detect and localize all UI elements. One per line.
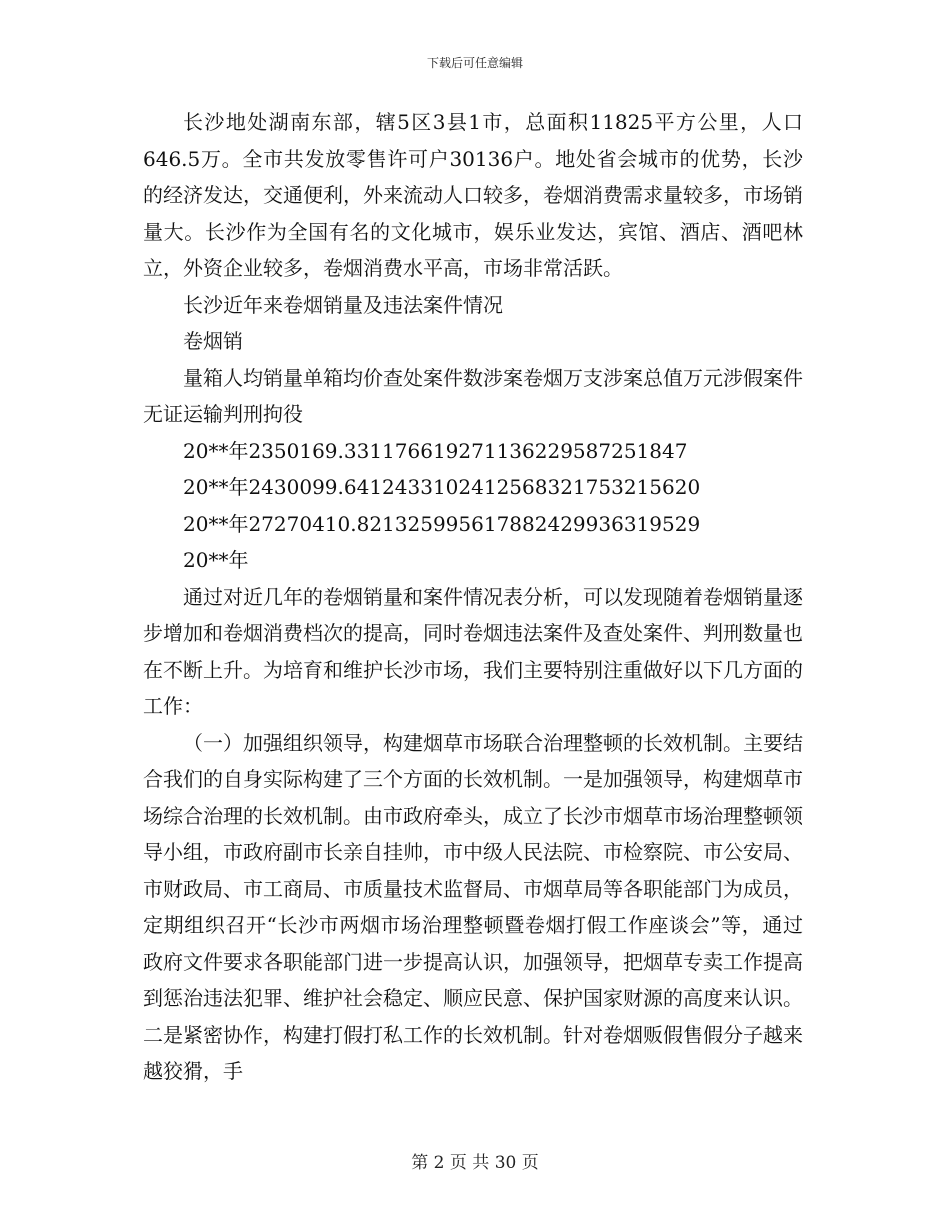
table-header-columns: 量箱人均销量单箱均价查处案件数涉案卷烟万支涉案总值万元涉假案件无证运输判刑拘役 xyxy=(143,365,803,426)
table-row-1: 20**年2350169.3311766192711362295872518​47 xyxy=(183,438,688,463)
page-header: 下载后可任意编辑 xyxy=(426,56,523,70)
table-row-2: 20**年2430099.641243310241256832175321562​0 xyxy=(183,475,701,499)
page-footer: 第 2 页 共 30 页 xyxy=(411,1153,539,1173)
table-row-3: 20**年27270410.821325995617882429936319529 xyxy=(183,511,701,536)
paragraph-analysis: 通过对近几年的卷烟销量和案件情况表分析，可以发现随着卷烟销量逐步增加和卷烟消费档次的提高，同时卷烟违法案件及查处案件、判刑数量也在不断上升。为培育和维护长沙市场，我们主要特别注重做好以下几方面的工作： xyxy=(143,584,803,718)
paragraph-section-one: （一）加强组织领导，构建烟草市场联合治理整顿的长效机制。主要结合我们的自身实际构建了三个方面的长效机制。一是加强领导，构建烟草市场综合治理的长效机制。由市政府牵头，成立了长沙市烟草市场治理整顿领导小组，市政府副市长亲自挂帅，市中级人民法院、市检察院、市公安局、市财政局、市工商局、市质量技术监督局、市烟草局等各职能部门为成员，定期组织召开“长沙市两烟市场治理整顿暨卷烟打假工作座谈会”等，通过政府文件要求各职能部门进一步提高认识，加强领导，把烟草专卖工作提高到惩治违法犯罪、维护社会稳定、顺应民意、保护国家财源的高度来认识。二是紧密协作，构建打假打私工作的长效机制。针对卷烟贩假售假分子越来越狡猾，手 xyxy=(143,730,803,1083)
table-title: 长沙近年来卷烟销量及违法案件情况 xyxy=(183,292,503,317)
table-header-fragment: 卷烟销 xyxy=(183,329,243,353)
document-body xyxy=(143,104,803,1090)
paragraph-overview: 长沙地处湖南东部，辖5区3县1市，总面积11825平方公里，人口646.5万。全市共发放零售许可户30136户。地处省会城市的优势，长沙的经济发达，交通便利，外来流动人口较多，卷烟消费需求量较多，市场销量大。长沙作为全国有名的文化城市，娱乐业发达，宾馆、酒店、酒吧林立，外资企业较多，卷烟消费水平高，市场非常活跃。 xyxy=(143,110,803,280)
table-row-4: 20**年 xyxy=(183,548,249,572)
